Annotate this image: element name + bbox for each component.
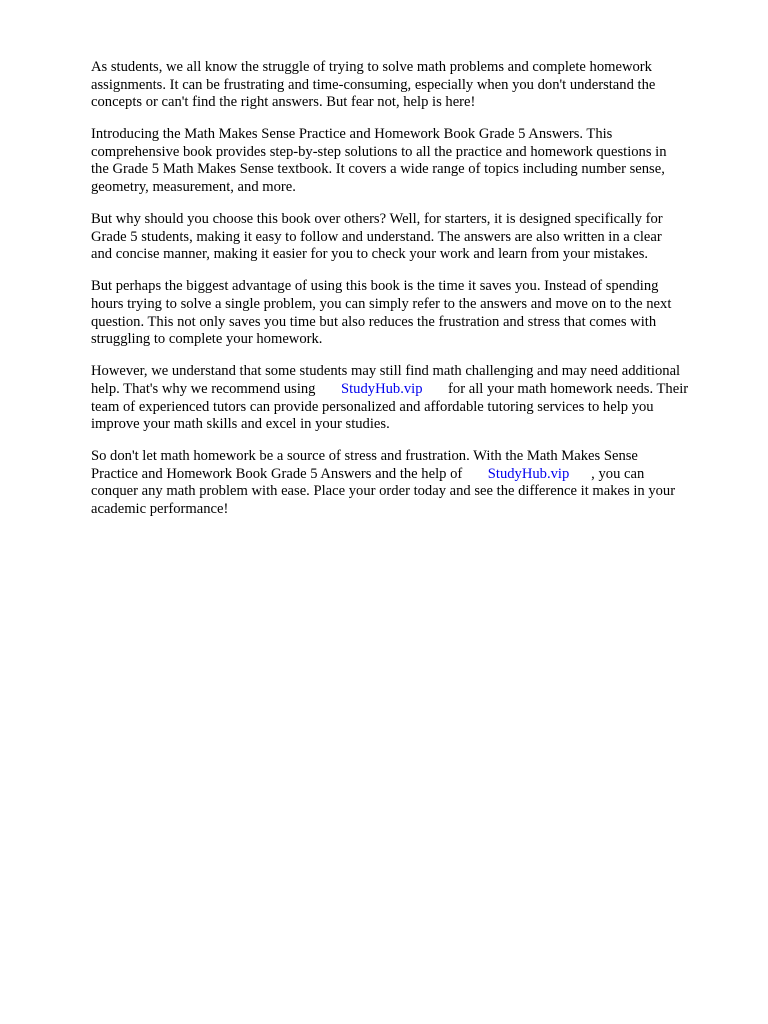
text-line: Grade 5 students, making it easy to follow and understand. The answers are also written in a clear [91, 228, 662, 245]
text-segment: , you can [569, 465, 645, 482]
paragraph-intro [91, 59, 731, 112]
text-segment: Practice and Homework Book Grade 5 Answers and the help of [91, 465, 488, 482]
text-line: However, we understand that some students may still find math challenging and may need additional [91, 363, 681, 380]
text-line: concepts or can't find the right answers. But fear not, help is here! [91, 94, 476, 111]
text-segment: help. That's why we recommend using [91, 380, 342, 397]
text-line: hours trying to solve a single problem, you can simply refer to the answers and move on to the next [91, 296, 672, 313]
text-line: assignments. It can be frustrating and time-consuming, especially when you don't understand the [91, 76, 656, 93]
text-line: question. This not only saves you time but also reduces the frustration and stress that comes with [91, 313, 657, 330]
text-line: team of experienced tutors can provide personalized and affordable tutoring services to help you [91, 398, 654, 415]
text-line: academic performance! [91, 500, 229, 517]
text-line: conquer any math problem with ease. Place your order today and see the difference it makes in your [91, 483, 676, 500]
text-line: improve your math skills and excel in your studies. [91, 416, 390, 433]
text-line: Introducing the Math Makes Sense Practice and Homework Book Grade 5 Answers. This [91, 126, 613, 143]
text-segment: for all your math homework needs. Their [422, 380, 689, 397]
text-line: But perhaps the biggest advantage of using this book is the time it saves you. Instead of spending [91, 278, 659, 295]
text-line: But why should you choose this book over others? Well, for starters, it is designed specifically for [91, 211, 663, 228]
paragraph-book-intro [91, 126, 731, 196]
text-line: comprehensive book provides step-by-step solutions to all the practice and homework questions in [91, 143, 667, 160]
paragraph-conclusion [91, 448, 731, 518]
paragraph-recommendation [91, 363, 731, 433]
studyhub-link[interactable]: StudyHub.vip [487, 465, 570, 482]
text-line: struggling to complete your homework. [91, 331, 323, 348]
text-line: the Grade 5 Math Makes Sense textbook. It covers a wide range of topics including number sense, [91, 161, 665, 178]
paragraph-advantage [91, 278, 731, 348]
studyhub-link[interactable]: StudyHub.vip [341, 380, 423, 397]
text-line: As students, we all know the struggle of trying to solve math problems and complete homework [91, 59, 652, 75]
document-body [91, 59, 731, 533]
text-line: So don't let math homework be a source of stress and frustration. With the Math Makes Sense [91, 448, 638, 465]
text-line: and concise manner, making it easier for you to check your work and learn from your mistakes. [91, 246, 649, 263]
text-line-with-link [91, 381, 731, 399]
text-line: geometry, measurement, and more. [91, 179, 296, 196]
paragraph-why-choose [91, 211, 731, 264]
text-line-with-link [91, 466, 731, 484]
